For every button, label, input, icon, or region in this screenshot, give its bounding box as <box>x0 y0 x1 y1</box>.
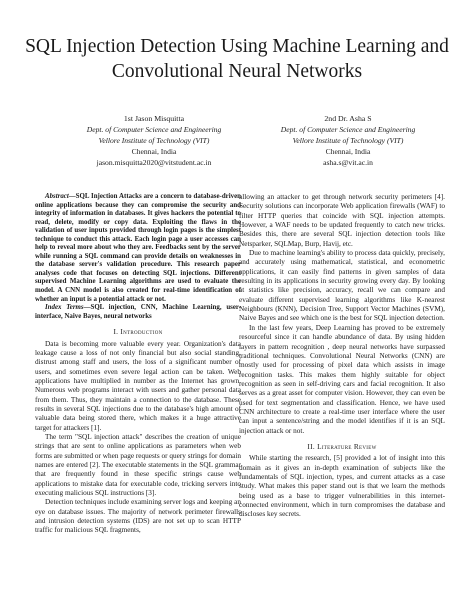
right-column <box>239 193 445 520</box>
paragraph: The term "SQL injection attack" describes the creation of unique strings that are sent to online applications as parameters when web forms are submitted or when page requests or query strings for domain names are entered [2]. The executable statements in the SQL grammar that are frequently found in these specific strings cause web applications to mistake data for executable code, tricking servers into executing malicious SQL instructions [3]. <box>35 432 241 498</box>
section-heading-literature-review: II. Literature Review <box>307 441 377 451</box>
paper-title: SQL Injection Detection Using Machine Learning and Convolutional Neural Networks <box>25 36 449 82</box>
paragraph: Data is becoming more valuable every year. Organization's data leakage cause a loss of not only financial but also social standing, distrust among staff and users, the loss of a significant number of users, and sometimes even severe legal action can be taken. Web applications have multiplied in number as the Internet has grown. Numerous web programs interact with users and gather personal data from them. Thus, they maintain a connection to the database. These results in several SQL injections due to the database's high amount of valuable data being stored there, which makes it a huge attractive target for attackers [1]. <box>35 339 241 432</box>
author-institution: Vellore Institute of Technology (VIT) <box>98 136 210 145</box>
index-terms-lead: Index Terms <box>45 304 84 312</box>
index-terms <box>35 304 241 321</box>
paragraph: allowing an attacker to get through network security perimeters [4]. Security solutions can incorporate Web application firewalls (WAF) to filter HTTP queries that coincide with SQL injection attempts. However, a WAF needs to be updated frequently to catch new tricks. Besides this, there are several SQL injection detection tools like Netsparker, SQLMap, Burp, Havij, etc. <box>239 193 445 248</box>
abstract-lead: Abstract <box>45 193 69 200</box>
abstract-text: —SQL Injection Attacks are a concern to database-driven online applications because they can compromise the security and integrity of information in databases. It gives hackers the potential to read, delete, modify or copy data. Exploiting the flaws in the validation of user inputs provided through login pages is the simplest technique to conduct this attack. Each login page a user accesses can help to reveal more about who they are. Feedbacks sent by the server while running a SQL command can provide details on weaknesses in the database server's validation procedure. This research paper analyses code that focuses on detecting SQL injections. Different supervised Machine Learning algorithms are used to evaluate the model. A CNN model is also created for real-time identification of whether an input is a potential attack or not. <box>35 193 241 303</box>
author-email: asha.s@vit.ac.in <box>323 158 373 167</box>
author-department: Dept. of Computer Science and Engineering <box>280 125 416 134</box>
paragraph: While starting the research, [5] provided a lot of insight into this domain as it gives an in-depth examination of subjects like the fundamentals of SQL injection, types, and current attacks as a case study. What makes this paper stand out is that we learn the methods being used as a base to trigger vulnerabilities in this internet-connected environment, which in turn compromises the database and discloses key secrets. <box>239 454 445 519</box>
author-email: jason.misquitta2020@vitstudent.ac.in <box>96 158 212 167</box>
paragraph: In the last few years, Deep Learning has proved to be extremely resourceful since it can handle abundance of data. By using hidden layers in pattern recognition , deep neural networks have surpassed traditional techniques. Convolutional Neural Networks (CNN) are mostly used for processing of pixel data which assists in image recognition tasks. This makes them highly suitable for object recognition as seen in self-driving cars and facial recognition. It also serves as a great asset for computer vision. However, they can even be used for text segmentation and classification. Hence, we have used CNN architecture to create a real-time user interface where the user can input a sentence/string and the model identifies if it is an SQL injection attack or not. <box>239 323 445 435</box>
paragraph: Due to machine learning's ability to process data quickly, precisely, and accurately using mathematical, statistical, and econometric applications, it can easily find patterns in given samples of data resulting in its applications in security growing every day. By looking at statistics like precision, accuracy, recall we can compare and evaluate different supervised learning algorithms like K-nearest Neighbours (KNN), Decision Tree, Support Vector Machines (SVM), Naive Bayes and see which one is the best for SQL injection detection. <box>239 249 445 323</box>
author-department: Dept. of Computer Science and Engineering <box>86 125 222 134</box>
author-name: 2nd Dr. Asha S <box>324 114 372 123</box>
paragraph: Detection techniques include examining server logs and keeping an eye on database issues. The majority of network perimeter firewalls and intrusion detection systems (IDS) are not set up to scan HTTP traffic for malicious SQL fragments, <box>35 498 241 535</box>
author-location: Chennai, India <box>325 147 371 156</box>
left-column <box>35 193 241 536</box>
author-block-2 <box>248 113 448 168</box>
author-name: 1st Jason Misquitta <box>123 114 185 123</box>
author-location: Chennai, India <box>131 147 177 156</box>
index-terms-text: —SQL injection, CNN, Machine Learning, user-interface, Naive Bayes, neural networks <box>35 304 241 320</box>
author-institution: Vellore Institute of Technology (VIT) <box>292 136 404 145</box>
author-block-1 <box>54 113 254 168</box>
section-heading-introduction: I. Introduction <box>113 327 163 337</box>
abstract <box>35 193 241 304</box>
